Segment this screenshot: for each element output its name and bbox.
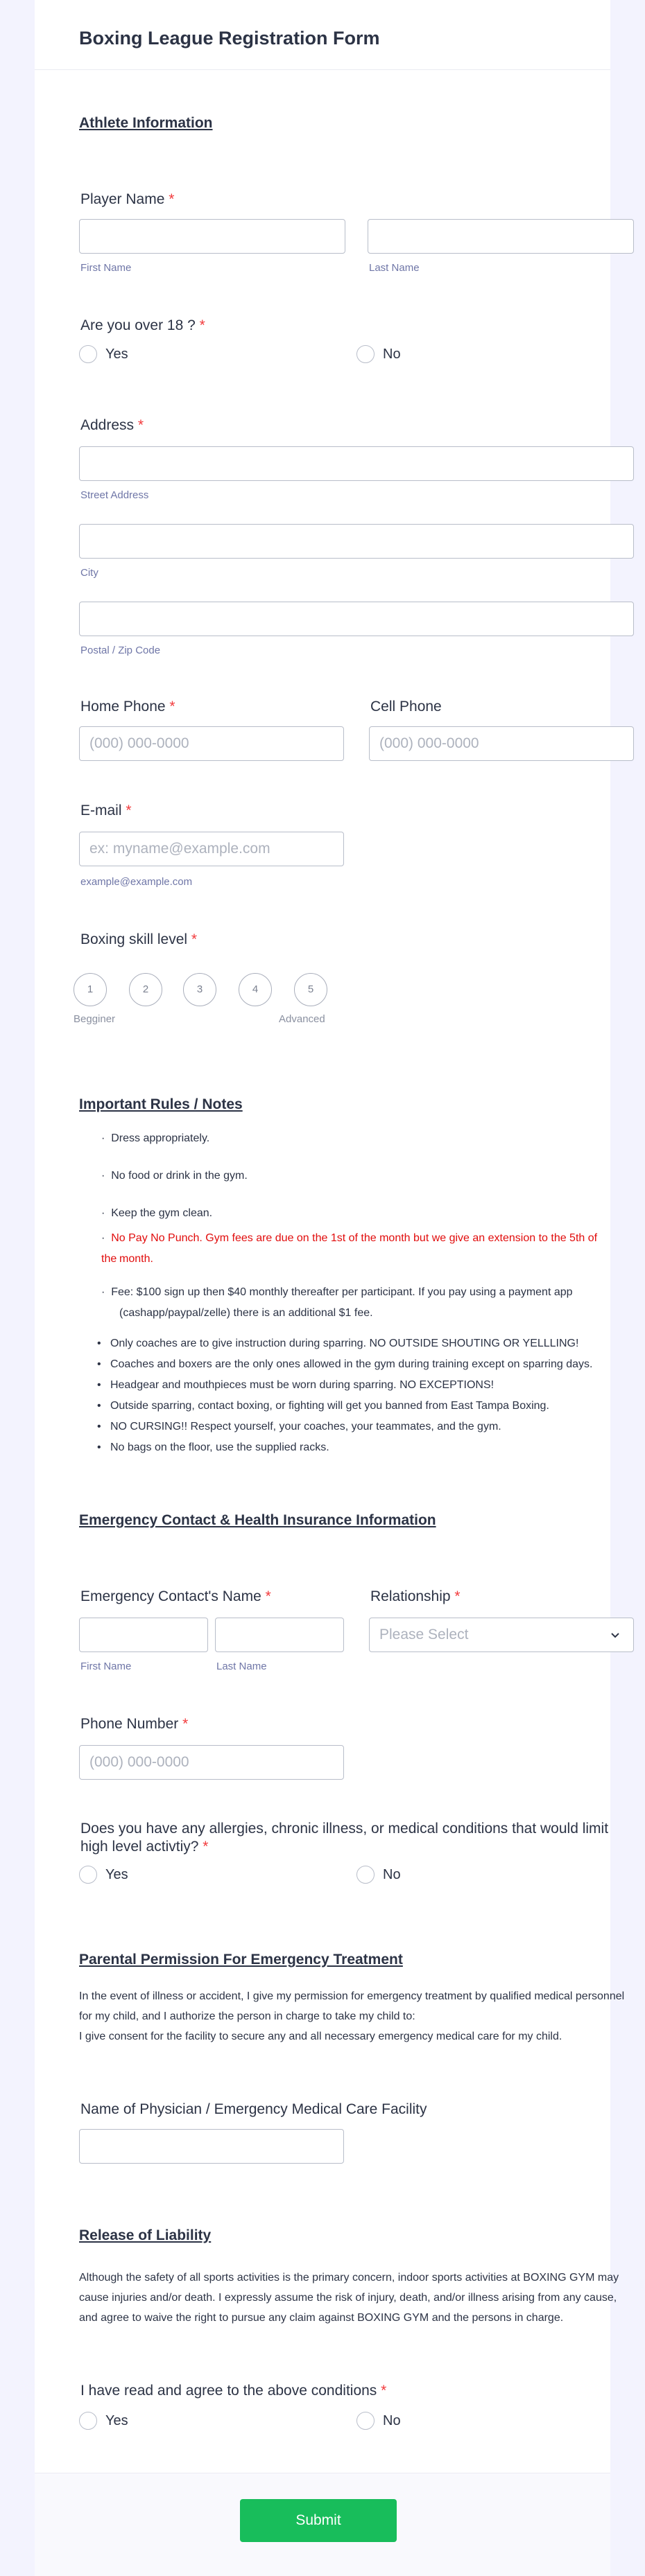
player-name-label: Player Name * [80,191,175,207]
bullet-item: • Headgear and mouthpieces must be worn during sparring. NO EXCEPTIONS! [97,1379,495,1391]
skill-option-2[interactable]: 2 [129,973,162,1006]
email-input[interactable]: ex: myname@example.com [79,832,344,866]
first-name-sublabel: First Name [80,262,132,274]
home-phone-label: Home Phone * [80,699,175,715]
note-item: · Fee: $100 sign up then $40 monthly thereafter per participant. If you pay using a payment app [101,1286,573,1298]
rules-bullet-list [97,1338,624,1462]
section-emergency-title: Emergency Contact & Health Insurance Information [79,1512,436,1528]
agree-yes-label[interactable]: Yes [105,2413,128,2428]
player-last-name-input[interactable] [368,219,634,254]
note-item: · Dress appropriately. [101,1132,210,1144]
skill-option-4[interactable]: 4 [239,973,272,1006]
note-item-red: · No Pay No Punch. Gym fees are due on the 1st of the month but we give an extension to the 5th of the [101,1232,598,1265]
cell-phone-input[interactable]: (000) 000-0000 [369,726,634,761]
skill-level-label: Boxing skill level * [80,931,198,947]
skill-high-label: Advanced [279,1013,325,1025]
postal-code-sublabel: Postal / Zip Code [80,645,161,656]
last-name-sublabel: Last Name [369,262,420,274]
street-address-input[interactable] [79,446,634,481]
section-athlete-title: Athlete Information [79,115,213,131]
emergency-first-name-sublabel: First Name [80,1661,132,1672]
player-first-name-input[interactable] [79,219,345,254]
physician-input[interactable] [79,2129,344,2164]
agree-no-radio[interactable] [356,2412,375,2430]
relationship-selected-value: Please Select [379,1627,469,1642]
title-divider [35,69,610,70]
email-sublabel: example@example.com [80,876,193,888]
section-parental-title: Parental Permission For Emergency Treatment [79,1952,403,1968]
bullet-item: • No bags on the floor, use the supplied racks. [97,1442,329,1453]
section-rules-title: Important Rules / Notes [79,1096,243,1112]
over18-no-label[interactable]: No [383,347,401,362]
form-title: Boxing League Registration Form [79,28,380,49]
note-item: · No food or drink in the gym. [101,1170,248,1182]
bullet-item: • Coaches and boxers are the only ones allowed in the gym during training except on sparring days. [97,1358,593,1370]
allergies-no-radio[interactable] [356,1866,375,1884]
cell-phone-label: Cell Phone [370,699,442,715]
emergency-contact-label: Emergency Contact's Name * [80,1588,271,1604]
email-label: E-mail * [80,803,132,818]
physician-label: Name of Physician / Emergency Medical Care Facility [80,2101,427,2117]
skill-option-1[interactable]: 1 [74,973,107,1006]
emergency-phone-input[interactable]: (000) 000-0000 [79,1745,344,1780]
over18-label: Are you over 18 ? * [80,317,205,333]
emergency-last-name-input[interactable] [215,1618,344,1652]
agree-no-label[interactable]: No [383,2413,401,2428]
relationship-select[interactable] [369,1618,634,1652]
skill-option-3[interactable]: 3 [183,973,216,1006]
bullet-item: • NO CURSING!! Respect yourself, your coaches, your teammates, and the gym. [97,1421,501,1432]
relationship-label: Relationship * [370,1588,461,1604]
parental-paragraph: In the event of illness or accident, I give my permission for emergency treatment by qualified medical personnel for my child, and I authorize the person in charge to take my child to: I give consent for the facility to secure any and all necessary emergency medical care for my child. [79,1990,625,2042]
form-card [35,0,625,2575]
allergies-label: Does you have any allergies, chronic illness, or medical conditions that would limit high level activtiy? * [80,1821,609,1855]
bullet-item: • Only coaches are to give instruction during sparring. NO OUTSIDE SHOUTING OR YELLLING! [97,1338,579,1349]
address-label: Address * [80,417,144,433]
allergies-no-label[interactable]: No [383,1867,401,1882]
over18-no-radio[interactable] [356,345,375,363]
note-item-red-cont: month. [119,1253,153,1265]
postal-code-input[interactable] [79,602,634,636]
city-input[interactable] [79,524,634,559]
street-address-sublabel: Street Address [80,489,149,501]
chevron-down-icon [608,1628,622,1642]
city-sublabel: City [80,567,98,579]
bullet-item: • Outside sparring, contact boxing, or fighting will get you banned from East Tampa Boxing. [97,1400,549,1412]
emergency-first-name-input[interactable] [79,1618,208,1652]
emergency-phone-label: Phone Number * [80,1716,189,1732]
agree-label: I have read and agree to the above conditions * [80,2383,387,2399]
over18-yes-radio[interactable] [79,345,97,363]
skill-option-5[interactable]: 5 [294,973,327,1006]
section-liability-title: Release of Liability [79,2227,212,2243]
emergency-last-name-sublabel: Last Name [216,1661,267,1672]
home-phone-input[interactable]: (000) 000-0000 [79,726,344,761]
submit-button[interactable]: Submit [240,2499,397,2542]
liability-paragraph: Although the safety of all sports activities is the primary concern, indoor sports activities at BOXING GYM may cause injuries and/or death. I expressly assume the risk of injury, death, and/or illness arising from any cause, and agree to waive the right to pursue any claim against BOXING GYM and the persons in charge. [79,2272,619,2324]
note-item-cont: (cashapp/paypal/zelle) there is an additional $1 fee. [119,1307,373,1319]
allergies-yes-radio[interactable] [79,1866,97,1884]
skill-low-label: Begginer [74,1013,116,1025]
note-item: · Keep the gym clean. [101,1207,213,1219]
agree-yes-radio[interactable] [79,2412,97,2430]
allergies-yes-label[interactable]: Yes [105,1867,128,1882]
over18-yes-label[interactable]: Yes [105,347,128,362]
